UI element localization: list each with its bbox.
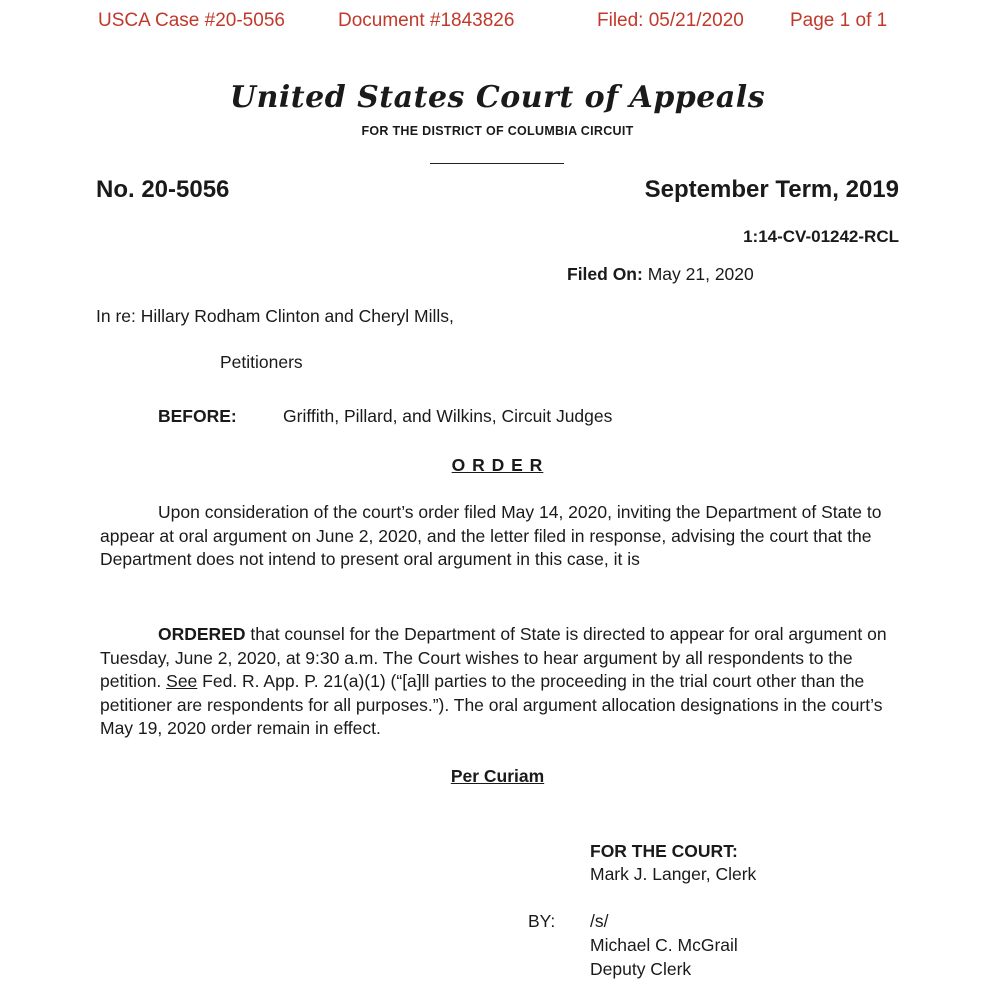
filed-on-label: Filed On: bbox=[567, 264, 643, 284]
by-label: BY: bbox=[528, 911, 556, 931]
ordered-label: ORDERED bbox=[158, 624, 246, 644]
case-number: No. 20-5056 bbox=[96, 176, 230, 203]
filed-on-value: May 21, 2020 bbox=[647, 264, 754, 284]
deputy-title: Deputy Clerk bbox=[590, 959, 692, 979]
in-re-line: In re: Hillary Rodham Clinton and Cheryl Mills, bbox=[96, 306, 454, 326]
court-name: United States Court of Appeals bbox=[229, 80, 766, 115]
filed-stamp: Filed: 05/21/2020 bbox=[597, 10, 744, 31]
order-paragraph-2-part-a: that counsel for the Department of State is directed to appear for oral argument on Tuesday, June 2, 2020, at 9:30 a.m. The Court wishes to hear argument by all respondents to the petition. bbox=[100, 624, 887, 691]
order-title: O R D E R bbox=[451, 455, 544, 475]
order-paragraph-1 bbox=[100, 501, 890, 572]
judges: Griffith, Pillard, and Wilkins, Circuit Judges bbox=[283, 406, 613, 426]
signature-mark: /s/ bbox=[590, 911, 609, 931]
filed-on bbox=[567, 263, 754, 287]
deputy-name: Michael C. McGrail bbox=[590, 935, 738, 955]
order-paragraph-1-text: Upon consideration of the court’s order filed May 14, 2020, inviting the Department of State to appear at oral argument on June 2, 2020, and the letter filed in response, advising the court that the Department does not intend to present oral argument in this case, it is bbox=[100, 502, 882, 569]
page-stamp: Page 1 of 1 bbox=[790, 10, 888, 31]
for-the-court: FOR THE COURT: bbox=[590, 841, 738, 861]
per-curiam: Per Curiam bbox=[450, 766, 545, 786]
order-paragraph-2 bbox=[100, 623, 890, 741]
see-citation: See bbox=[166, 671, 198, 691]
court-term: September Term, 2019 bbox=[644, 176, 899, 203]
document-stamp: Document #1843826 bbox=[338, 10, 515, 31]
clerk-name: Mark J. Langer, Clerk bbox=[590, 864, 757, 884]
before-label: BEFORE: bbox=[158, 406, 237, 426]
petitioners-label: Petitioners bbox=[220, 352, 303, 372]
lower-case-number: 1:14-CV-01242-RCL bbox=[743, 227, 899, 246]
case-stamp: USCA Case #20-5056 bbox=[98, 10, 285, 31]
heading-divider bbox=[430, 163, 564, 164]
circuit-name: FOR THE DISTRICT OF COLUMBIA CIRCUIT bbox=[361, 124, 634, 138]
order-paragraph-2-part-b: Fed. R. App. P. 21(a)(1) (“[a]ll parties to the proceeding in the trial court other than the petitioner are respondents for all purposes.”). The oral argument allocation designations in the court’s May 19, 2020 order remain in effect. bbox=[100, 671, 883, 738]
